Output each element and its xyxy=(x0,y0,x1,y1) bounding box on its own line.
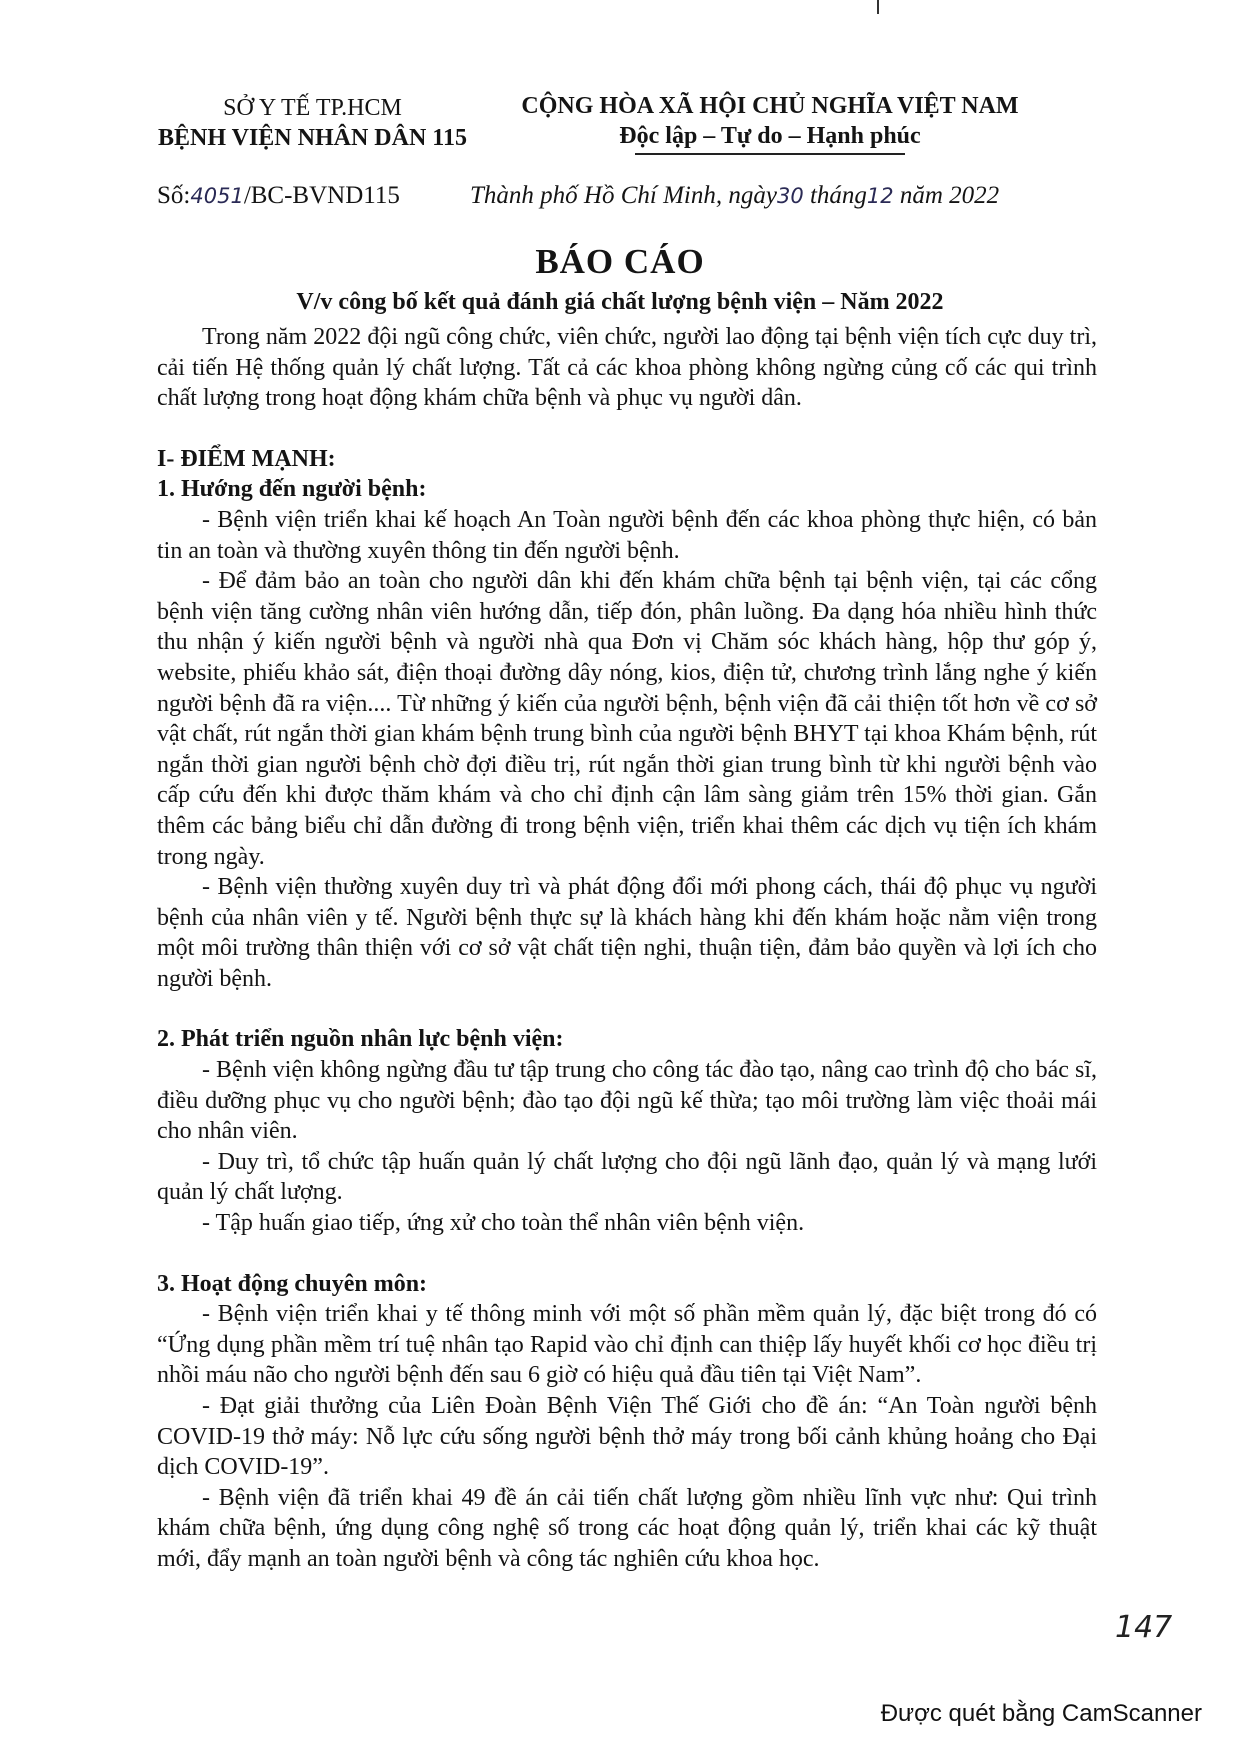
subsection-heading: 1. Hướng đến người bệnh: xyxy=(157,476,427,503)
paragraph: - Bệnh viện không ngừng đầu tư tập trung cho công tác đào tạo, nâng cao trình độ cho bác sĩ, điều dưỡng phục vụ cho người bệnh; đào tạo đội ngũ kế thừa; tạo môi trường làm việc thoải mái cho nhân viên. xyxy=(157,1057,1097,1145)
hospital-name: BỆNH VIỆN NHÂN DÂN 115 xyxy=(158,125,467,151)
intro-paragraph: Trong năm 2022 đội ngũ công chức, viên chức, người lao động tại bệnh viện tích cực duy trì, cải tiến Hệ thống quản lý chất lượng. Tất cả các khoa phòng không ngừng củng cố các qui trình chất lượng trong hoạt động khám chữa bệnh và phục vụ người dân. xyxy=(157,324,1097,412)
document-number xyxy=(157,182,400,210)
paragraph: - Đạt giải thưởng của Liên Đoàn Bệnh Viện Thế Giới cho đề án: “An Toàn người bệnh COVID-19 thở máy: Nỗ lực cứu sống người bệnh thở máy trong bối cảnh khủng hoảng cho Đại dịch COVID-19”. xyxy=(157,1393,1097,1481)
country-name: CỘNG HÒA XÃ HỘI CHỦ NGHĨA VIỆT NAM xyxy=(521,93,1019,119)
motto-underline xyxy=(635,153,905,155)
national-motto-block xyxy=(490,91,1050,155)
scanner-watermark: Được quét bằng CamScanner xyxy=(880,1700,1202,1727)
spacer xyxy=(157,994,1097,1024)
paragraph: - Tập huấn giao tiếp, ứng xử cho toàn thể nhân viên bệnh viện. xyxy=(202,1210,805,1237)
document-title: BÁO CÁO xyxy=(535,242,705,281)
document-body xyxy=(157,322,1097,1575)
paragraph: - Bệnh viện thường xuyên duy trì và phát động đổi mới phong cách, thái độ phục vụ người bệnh của nhân viên y tế. Người bệnh thực sự là khách hàng khi đến khám hoặc nằm viện trong một môi trường thân thiện với cơ sở vật chất tiện nghi, thuận tiện, đảm bảo quyền và lợi ích cho người bệnh. xyxy=(157,874,1097,992)
document-subtitle: V/v công bố kết quả đánh giá chất lượng bệnh viện – Năm 2022 xyxy=(296,289,944,315)
date-city: Thành phố Hồ Chí Minh, ngày xyxy=(470,182,777,209)
number-prefix: Số: xyxy=(157,182,191,209)
subsection-heading: 3. Hoạt động chuyên môn: xyxy=(157,1270,428,1297)
section-heading: I- ĐIỂM MẠNH: xyxy=(157,445,336,472)
issuing-agency-block xyxy=(135,93,490,153)
handwritten-month: 12 xyxy=(866,184,894,208)
subsection-heading: 2. Phát triển nguồn nhân lực bệnh viện: xyxy=(157,1026,564,1053)
handwritten-number: 4051 xyxy=(190,184,244,208)
scan-edge-mark xyxy=(877,0,879,14)
paragraph: - Duy trì, tổ chức tập huấn quản lý chất lượng cho đội ngũ lãnh đạo, quản lý và mạng lưới quản lý chất lượng. xyxy=(157,1148,1097,1206)
paragraph: - Để đảm bảo an toàn cho người dân khi đến khám chữa bệnh tại bệnh viện, tại các cổng bệnh viện tăng cường nhân viên hướng dẫn, tiếp đón, phân luồng. Đa dạng hóa nhiều hình thức thu nhận ý kiến người bệnh và người nhà qua Đơn vị Chăm sóc khách hàng, hộp thư góp ý, website, phiếu khảo sát, điện thoại đường dây nóng, kios, điện tử, chương trình lắng nghe ý kiến người bệnh đã ra viện.... Từ những ý kiến của người bệnh, bệnh viện đã cải thiện tốt hơn về cơ sở vật chất, rút ngắn thời gian khám bệnh trung bình của người bệnh BHYT tại khoa Khám bệnh, rút ngắn thời gian người bệnh chờ đợi điều trị, rút ngắn thời gian trung bình từ khi người bệnh vào cấp cứu đến khi được thăm khám và cho chỉ định cận lâm sàng giảm trên 15% thời gian. Gắn thêm các bảng biểu chỉ dẫn đường đi trong bệnh viện, triển khai thêm các dịch vụ tiện ích khám trong ngày. xyxy=(157,568,1097,870)
ministry-name: SỞ Y TẾ TP.HCM xyxy=(223,95,402,121)
spacer xyxy=(157,414,1097,444)
date-month-label: tháng xyxy=(803,182,867,209)
spacer xyxy=(157,1239,1097,1269)
document-date xyxy=(470,182,999,210)
number-suffix: /BC-BVND115 xyxy=(243,182,400,209)
handwritten-page-number: 147 xyxy=(1115,1610,1173,1645)
paragraph: - Bệnh viện đã triển khai 49 đề án cải tiến chất lượng gồm nhiều lĩnh vực như: Qui trình khám chữa bệnh, ứng dụng công nghệ số trong các hoạt động quản lý, triển khai các kỹ thuật mới, đẩy mạnh an toàn người bệnh và công tác nghiên cứu khoa học. xyxy=(157,1484,1097,1572)
motto: Độc lập – Tự do – Hạnh phúc xyxy=(619,123,921,149)
paragraph: - Bệnh viện triển khai kế hoạch An Toàn người bệnh đến các khoa phòng thực hiện, có bản tin an toàn và thường xuyên thông tin đến người bệnh. xyxy=(157,506,1097,564)
handwritten-day: 30 xyxy=(776,184,804,208)
date-year: năm 2022 xyxy=(893,182,1000,209)
paragraph: - Bệnh viện triển khai y tế thông minh với một số phần mềm quản lý, đặc biệt trong đó có “Ứng dụng phần mềm trí tuệ nhân tạo Rapid vào chỉ định can thiệp lấy huyết khối cơ học điều trị nhồi máu não cho người bệnh đến sau 6 giờ có hiệu quả đầu tiên tại Việt Nam”. xyxy=(157,1301,1097,1389)
